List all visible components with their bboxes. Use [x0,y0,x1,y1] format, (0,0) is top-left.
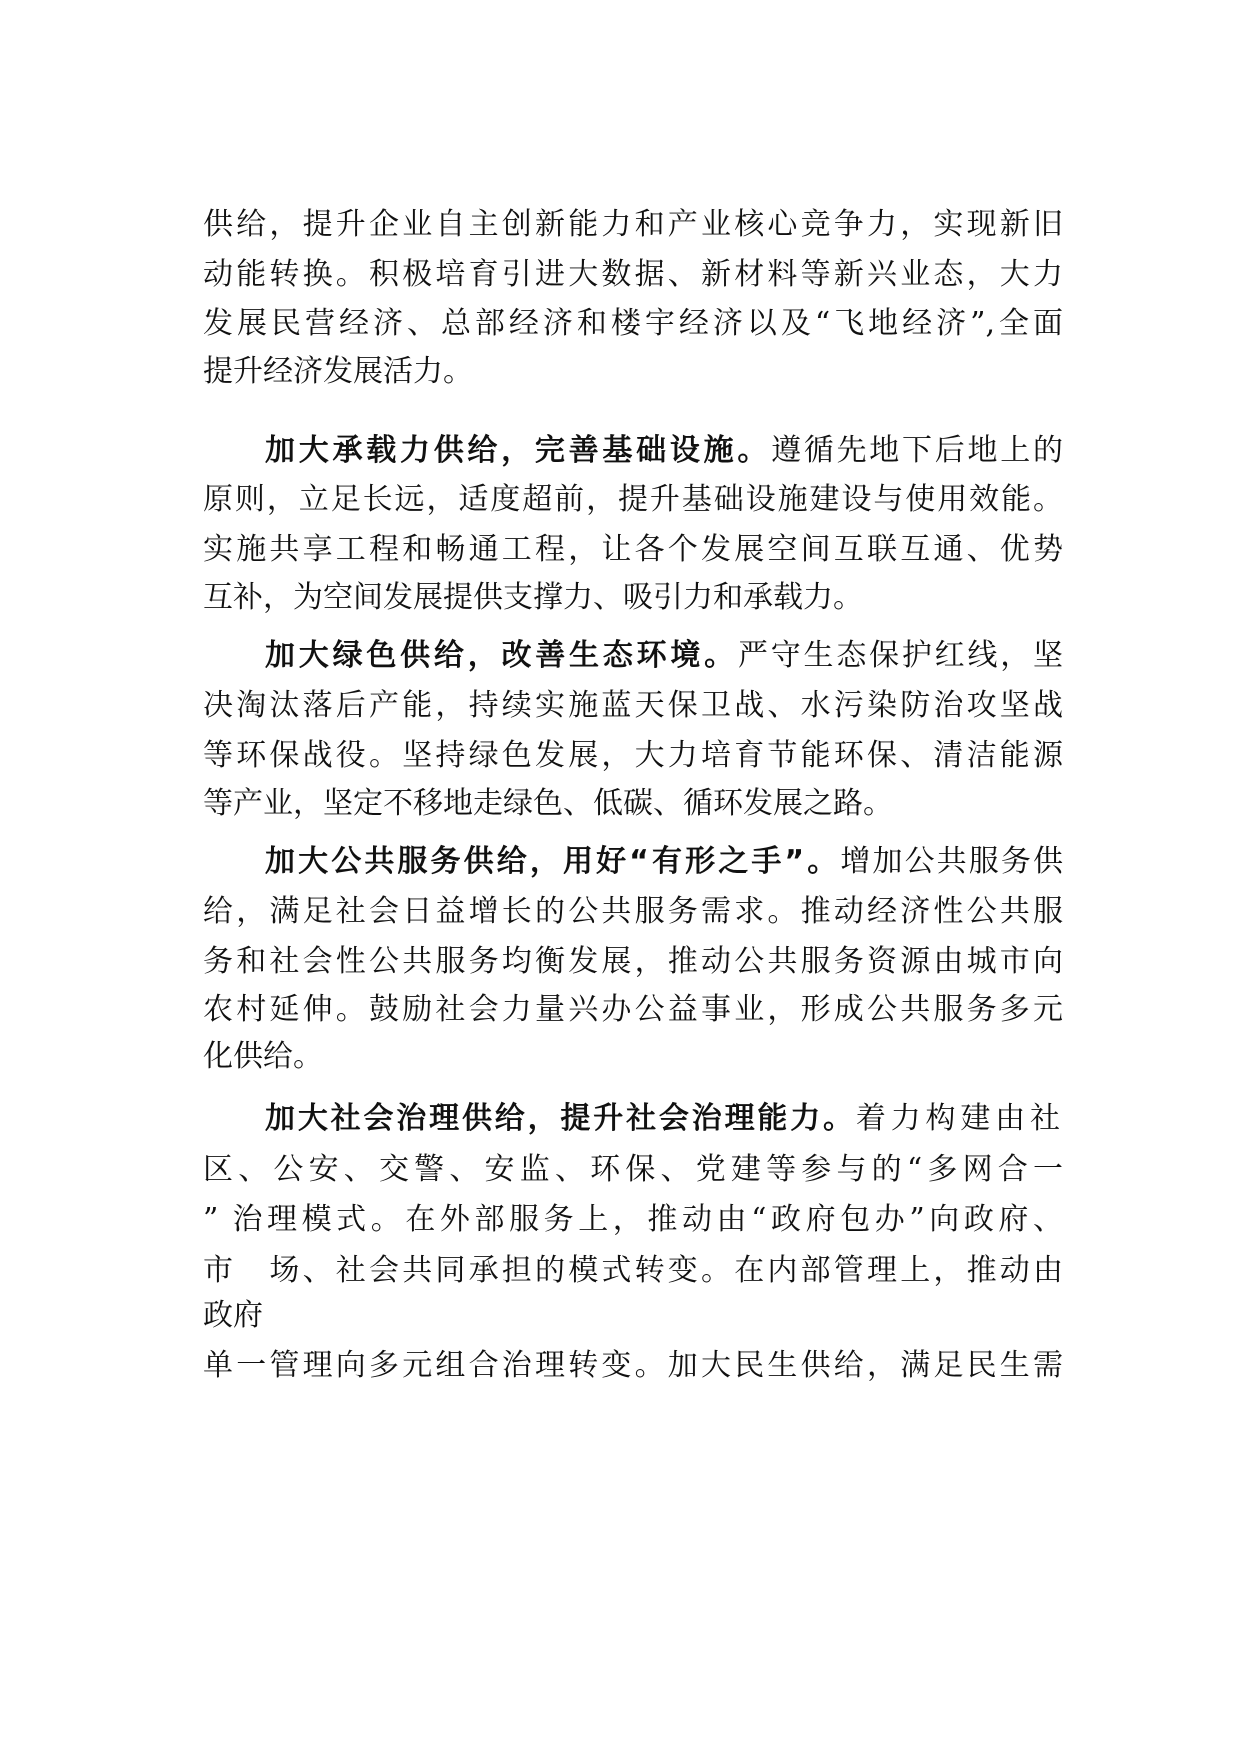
paragraph-1-line-2: 动能转换。积极培育引进大数据、新材料等新兴业态，大力 [203,257,1063,292]
paragraph-4-line-2: 给，满足社会日益增长的公共服务需求。推动经济性公共服 [203,894,1063,929]
paragraph-4-line-5: 化供给。 [203,1039,323,1074]
paragraph-3-first-text: 严守生态保护红线，坚 [737,638,1063,673]
paragraph-3-heading: 加大绿色供给，改善生态环境。 [265,638,738,673]
paragraph-1-line-3: 发展民营经济、总部经济和楼宇经济以及“飞地经济”,全面 [203,306,1063,341]
paragraph-5-line-1 [265,1097,1063,1141]
paragraph-3-line-4: 等产业，坚定不移地走绿色、低碳、循环发展之路。 [203,786,893,821]
paragraph-5-line-3: ” 治理模式。在外部服务上，推动由“政府包办”向政府、 [203,1202,1063,1237]
paragraph-2-heading: 加大承载力供给，完善基础设施。 [265,433,772,468]
paragraph-4-line-4: 农村延伸。鼓励社会力量兴办公益事业，形成公共服务多元 [203,992,1063,1027]
paragraph-4-heading: 加大公共服务供给，用好“有形之手”。 [265,844,841,879]
paragraph-3-line-3: 等环保战役。坚持绿色发展，大力培育节能环保、清洁能源 [203,738,1063,773]
paragraph-2-line-4: 互补，为空间发展提供支撑力、吸引力和承载力。 [203,580,863,615]
paragraph-5-line-4: 市 场、社会共同承担的模式转变。在内部管理上，推动由 [203,1253,1063,1288]
paragraph-2-line-3: 实施共享工程和畅通工程，让各个发展空间互联互通、优势 [203,532,1063,567]
paragraph-1-line-1: 供给，提升企业自主创新能力和产业核心竞争力，实现新旧 [203,207,1063,242]
paragraph-3-line-1 [265,634,1063,678]
paragraph-4-first-text: 增加公共服务供 [840,844,1063,879]
paragraph-5-line-5: 政府 [203,1298,263,1333]
paragraph-1-line-4: 提升经济发展活力。 [203,354,473,389]
paragraph-5-line-2: 区、公安、交警、安监、环保、党建等参与的“多网合一 [203,1152,1063,1187]
paragraph-4-line-1 [265,840,1063,884]
paragraph-2-line-2: 原则，立足长远，适度超前，提升基础设施建设与使用效能。 [203,482,1063,517]
paragraph-2-first-text: 遵循先地下后地上的 [771,433,1063,468]
paragraph-3-line-2: 决淘汰落后产能，持续实施蓝天保卫战、水污染防治攻坚战 [203,688,1063,723]
paragraph-5-heading: 加大社会治理供给，提升社会治理能力。 [265,1101,856,1136]
paragraph-2-line-1 [265,429,1063,473]
paragraph-5-line-6: 单一管理向多元组合治理转变。加大民生供给，满足民生需 [203,1348,1063,1383]
paragraph-5-first-text: 着力构建由社 [855,1101,1063,1136]
paragraph-4-line-3: 务和社会性公共服务均衡发展，推动公共服务资源由城市向 [203,944,1063,979]
